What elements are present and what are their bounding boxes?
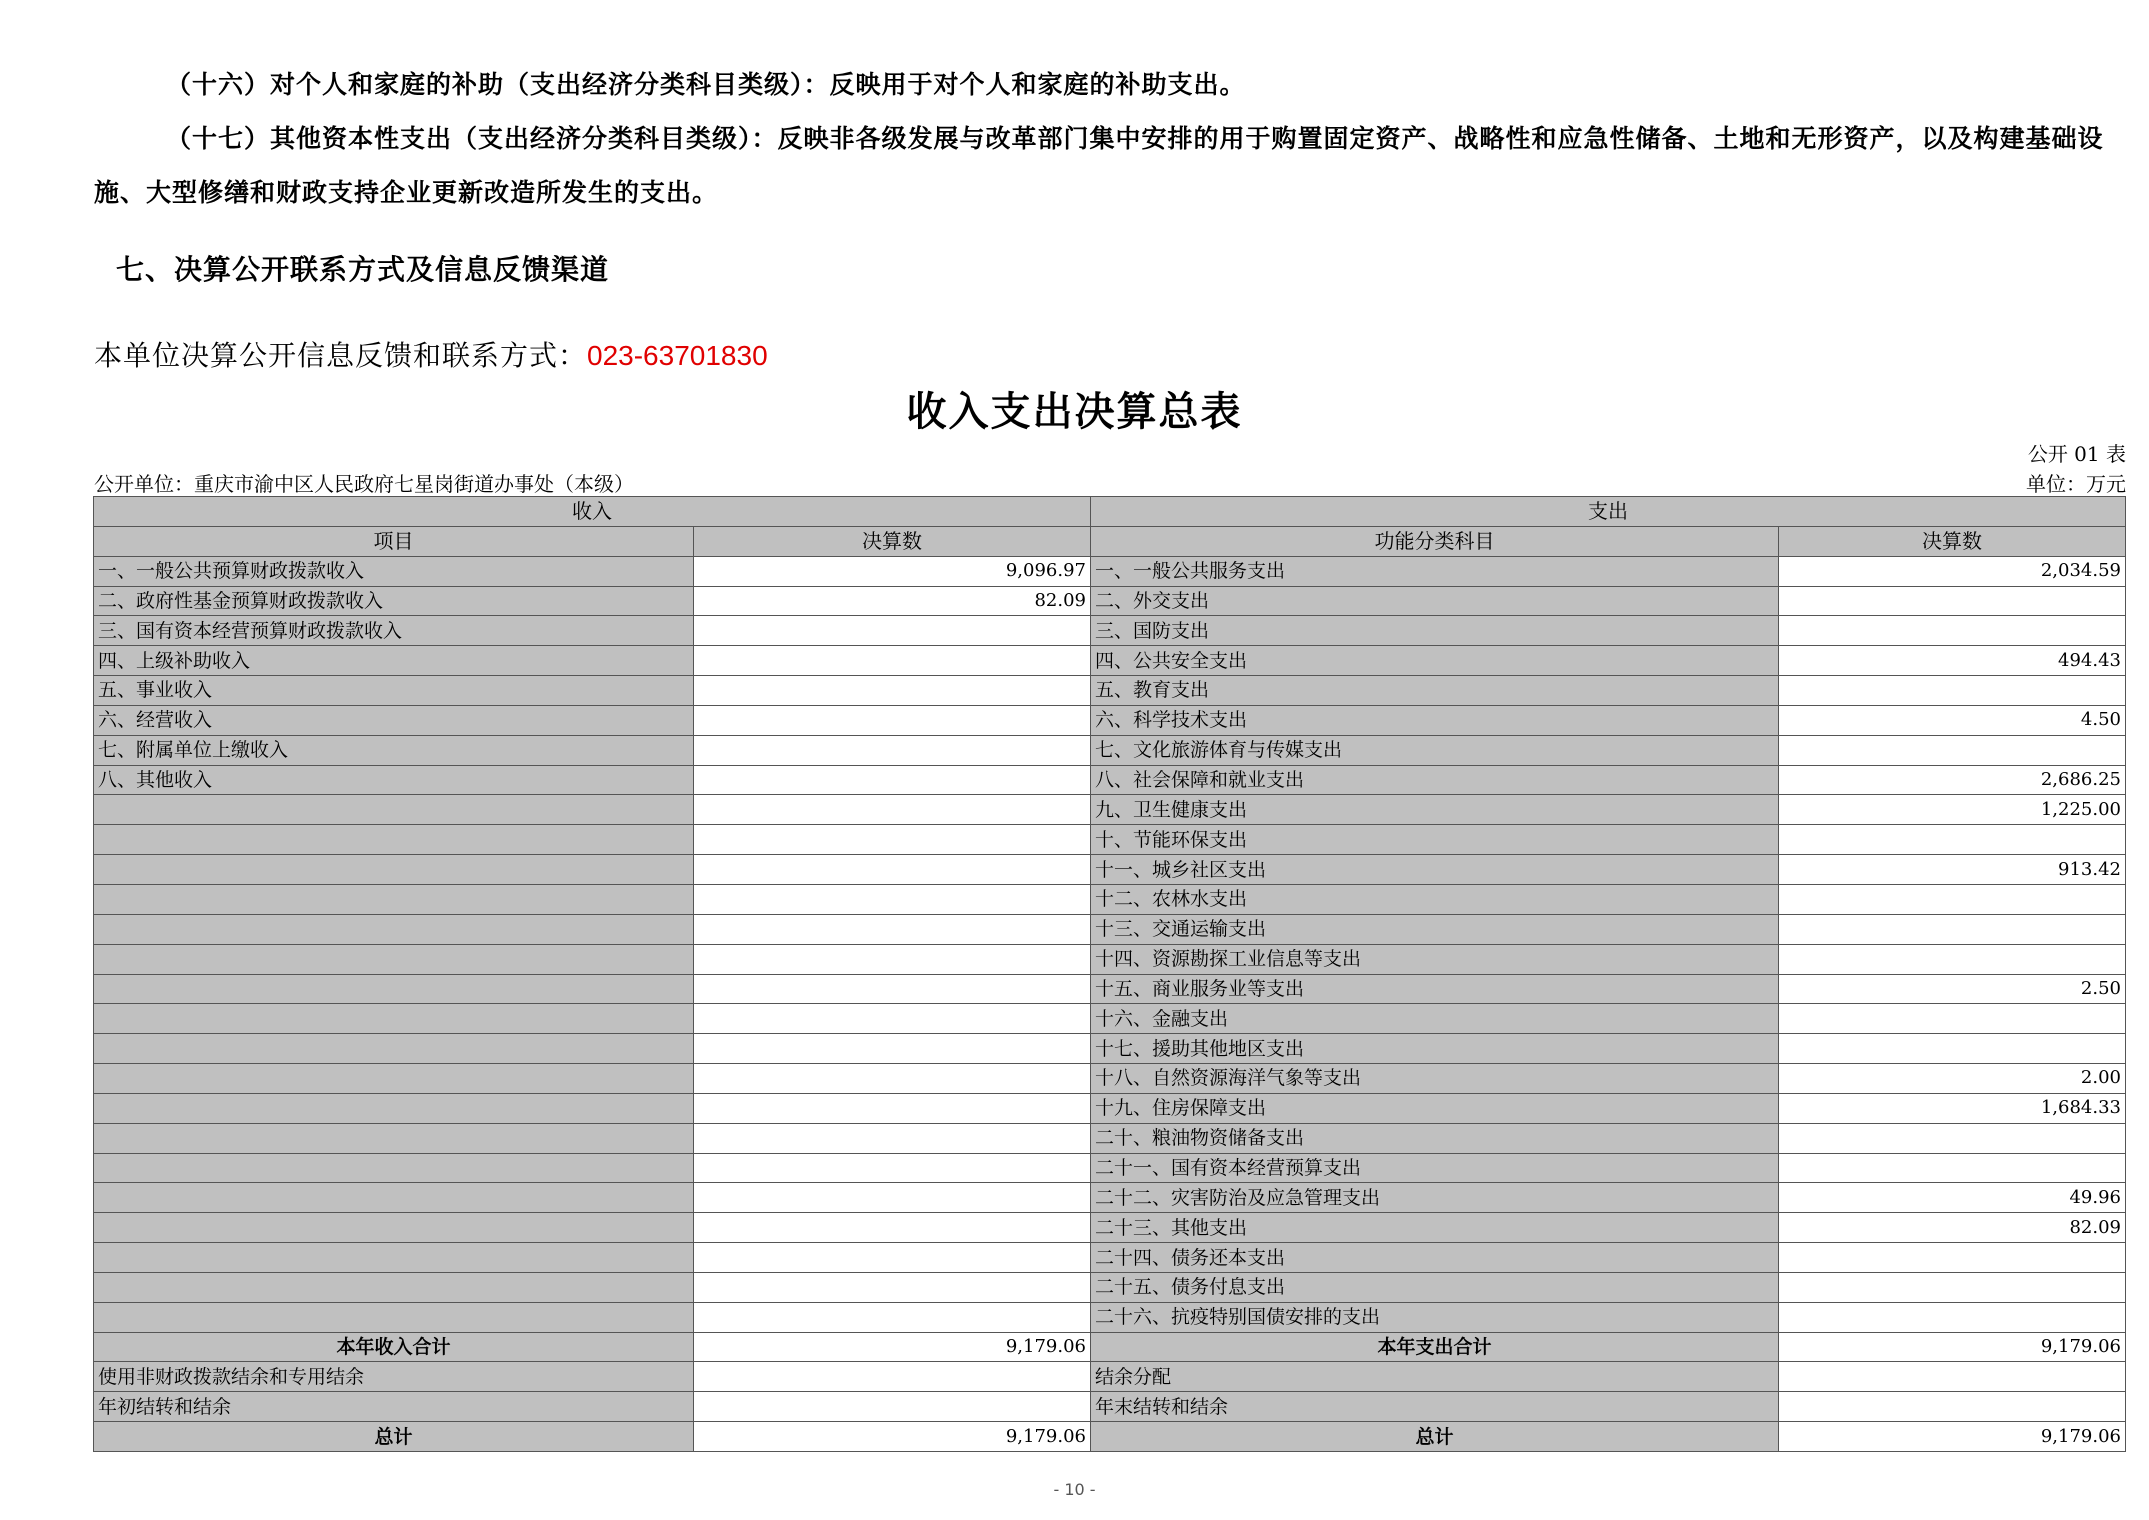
extra-expense-item: 结余分配	[1091, 1362, 1779, 1392]
income-value	[694, 1123, 1091, 1153]
income-item	[94, 1004, 694, 1034]
extra-expense-value	[1779, 1362, 2126, 1392]
income-value	[694, 795, 1091, 825]
header-expense-amount: 决算数	[1779, 526, 2126, 556]
income-value	[694, 1243, 1091, 1273]
table-row	[94, 1153, 2126, 1183]
expense-item: 十八、自然资源海洋气象等支出	[1091, 1064, 1779, 1094]
income-item: 七、附属单位上缴收入	[94, 735, 694, 765]
income-expense-table	[93, 496, 2126, 1452]
income-value	[694, 616, 1091, 646]
extra-expense-item: 年末结转和结余	[1091, 1392, 1779, 1422]
income-total-label: 总计	[94, 1422, 694, 1452]
expense-value	[1779, 1272, 2126, 1302]
income-subtotal-label: 本年收入合计	[94, 1332, 694, 1362]
extra-income-value	[694, 1392, 1091, 1422]
income-item: 五、事业收入	[94, 676, 694, 706]
table-row	[94, 556, 2126, 586]
expense-value: 2.00	[1779, 1064, 2126, 1094]
expense-value: 2,034.59	[1779, 556, 2126, 586]
income-item	[94, 1272, 694, 1302]
table-row	[94, 825, 2126, 855]
table-header-row-1	[94, 497, 2126, 527]
table-row	[94, 1004, 2126, 1034]
income-value	[694, 765, 1091, 795]
income-value: 82.09	[694, 586, 1091, 616]
income-value	[694, 1004, 1091, 1034]
income-value	[694, 676, 1091, 706]
expense-value	[1779, 1034, 2126, 1064]
expense-item: 十三、交通运输支出	[1091, 914, 1779, 944]
expense-item: 二十一、国有资本经营预算支出	[1091, 1153, 1779, 1183]
income-item	[94, 795, 694, 825]
expense-item: 九、卫生健康支出	[1091, 795, 1779, 825]
table-row	[94, 705, 2126, 735]
income-item	[94, 884, 694, 914]
currency-unit: 单位：万元	[2026, 472, 2126, 496]
expense-value: 1,225.00	[1779, 795, 2126, 825]
extra-row-2	[94, 1392, 2126, 1422]
income-value: 9,096.97	[694, 556, 1091, 586]
expense-value	[1779, 1123, 2126, 1153]
income-value	[694, 646, 1091, 676]
table-row	[94, 676, 2126, 706]
table-row	[94, 1213, 2126, 1243]
expense-item: 一、一般公共服务支出	[1091, 556, 1779, 586]
expense-item: 二、外交支出	[1091, 586, 1779, 616]
header-item: 项目	[94, 526, 694, 556]
expense-value	[1779, 616, 2126, 646]
income-item	[94, 1302, 694, 1332]
expense-item: 二十四、债务还本支出	[1091, 1243, 1779, 1273]
extra-income-item: 使用非财政拨款结余和专用结余	[94, 1362, 694, 1392]
expense-item: 十九、住房保障支出	[1091, 1093, 1779, 1123]
expense-total-label: 总计	[1091, 1422, 1779, 1452]
expense-item: 七、文化旅游体育与传媒支出	[1091, 735, 1779, 765]
header-income: 收入	[94, 497, 1091, 527]
income-value	[694, 1213, 1091, 1243]
table-row	[94, 855, 2126, 885]
contact-line	[94, 334, 768, 374]
expense-item: 二十、粮油物资储备支出	[1091, 1123, 1779, 1153]
expense-value	[1779, 884, 2126, 914]
expense-subtotal-value: 9,179.06	[1779, 1332, 2126, 1362]
income-value	[694, 1183, 1091, 1213]
income-item: 三、国有资本经营预算财政拨款收入	[94, 616, 694, 646]
table-title: 收入支出决算总表	[906, 389, 1243, 435]
income-value	[694, 855, 1091, 885]
header-expense: 支出	[1091, 497, 2126, 527]
expense-item: 八、社会保障和就业支出	[1091, 765, 1779, 795]
expense-value: 49.96	[1779, 1183, 2126, 1213]
income-subtotal-value: 9,179.06	[694, 1332, 1091, 1362]
income-value	[694, 914, 1091, 944]
expense-item: 十一、城乡社区支出	[1091, 855, 1779, 885]
table-row	[94, 646, 2126, 676]
income-item	[94, 1034, 694, 1064]
extra-income-value	[694, 1362, 1091, 1392]
extra-row-1	[94, 1362, 2126, 1392]
income-item: 四、上级补助收入	[94, 646, 694, 676]
table-row	[94, 974, 2126, 1004]
expense-item: 二十六、抗疫特别国债安排的支出	[1091, 1302, 1779, 1332]
table-row	[94, 1183, 2126, 1213]
expense-value	[1779, 676, 2126, 706]
income-item	[94, 1123, 694, 1153]
expense-item: 十五、商业服务业等支出	[1091, 974, 1779, 1004]
expense-item: 三、国防支出	[1091, 616, 1779, 646]
paragraph-17: （十七）其他资本性支出（支出经济分类科目类级）：反映非各级发展与改革部门集中安排的用于购置固定资产、战略性和应急性储备、土地和无形资产，以及构建基础设施、大型修缮和财政支持企业更新改造所发生的支出。	[94, 124, 2104, 207]
income-item: 一、一般公共预算财政拨款收入	[94, 556, 694, 586]
expense-item: 十四、资源勘探工业信息等支出	[1091, 944, 1779, 974]
income-total-value: 9,179.06	[694, 1422, 1091, 1452]
table-row	[94, 1243, 2126, 1273]
table-row	[94, 795, 2126, 825]
contact-phone: 023-63701830	[587, 340, 768, 371]
table-row	[94, 884, 2126, 914]
expense-item: 十七、援助其他地区支出	[1091, 1034, 1779, 1064]
table-row	[94, 586, 2126, 616]
expense-value: 494.43	[1779, 646, 2126, 676]
income-item: 八、其他收入	[94, 765, 694, 795]
income-value	[694, 735, 1091, 765]
expense-total-value: 9,179.06	[1779, 1422, 2126, 1452]
reporting-unit: 公开单位：重庆市渝中区人民政府七星岗街道办事处（本级）	[94, 472, 634, 496]
income-item: 六、经营收入	[94, 705, 694, 735]
expense-item: 二十三、其他支出	[1091, 1213, 1779, 1243]
income-value	[694, 1093, 1091, 1123]
expense-item: 五、教育支出	[1091, 676, 1779, 706]
expense-value: 2,686.25	[1779, 765, 2126, 795]
extra-income-item: 年初结转和结余	[94, 1392, 694, 1422]
table-row	[94, 765, 2126, 795]
paragraph-16: （十六）对个人和家庭的补助（支出经济分类科目类级）：反映用于对个人和家庭的补助支出。	[166, 70, 1246, 99]
expense-item: 十、节能环保支出	[1091, 825, 1779, 855]
expense-subtotal-label: 本年支出合计	[1091, 1332, 1779, 1362]
income-value	[694, 825, 1091, 855]
expense-value	[1779, 825, 2126, 855]
expense-value	[1779, 944, 2126, 974]
income-item	[94, 1153, 694, 1183]
income-value	[694, 1034, 1091, 1064]
expense-item: 十二、农林水支出	[1091, 884, 1779, 914]
income-item	[94, 974, 694, 1004]
table-row	[94, 1302, 2126, 1332]
expense-value	[1779, 1243, 2126, 1273]
expense-value: 913.42	[1779, 855, 2126, 885]
table-row	[94, 1034, 2126, 1064]
table-number: 公开 01 表	[2027, 442, 2126, 466]
income-value	[694, 944, 1091, 974]
table-row	[94, 1272, 2126, 1302]
table-row	[94, 1093, 2126, 1123]
table-row	[94, 914, 2126, 944]
header-income-amount: 决算数	[694, 526, 1091, 556]
table-row	[94, 944, 2126, 974]
contact-label: 本单位决算公开信息反馈和联系方式：	[94, 339, 588, 372]
expense-value: 82.09	[1779, 1213, 2126, 1243]
table-row	[94, 616, 2126, 646]
expense-value: 4.50	[1779, 705, 2126, 735]
table-row	[94, 735, 2126, 765]
income-item	[94, 855, 694, 885]
expense-item: 六、科学技术支出	[1091, 705, 1779, 735]
income-item: 二、政府性基金预算财政拨款收入	[94, 586, 694, 616]
income-value	[694, 1064, 1091, 1094]
expense-value: 1,684.33	[1779, 1093, 2126, 1123]
total-row	[94, 1422, 2126, 1452]
expense-value	[1779, 914, 2126, 944]
expense-item: 四、公共安全支出	[1091, 646, 1779, 676]
expense-value	[1779, 1302, 2126, 1332]
table-header-row-2	[94, 526, 2126, 556]
expense-value	[1779, 1004, 2126, 1034]
expense-value	[1779, 1153, 2126, 1183]
table-body	[94, 556, 2126, 1332]
expense-item: 十六、金融支出	[1091, 1004, 1779, 1034]
income-item	[94, 1243, 694, 1273]
expense-value: 2.50	[1779, 974, 2126, 1004]
income-item	[94, 825, 694, 855]
page-number: - 10 -	[1053, 1480, 1096, 1499]
table-row	[94, 1123, 2126, 1153]
expense-item: 二十二、灾害防治及应急管理支出	[1091, 1183, 1779, 1213]
income-value	[694, 1302, 1091, 1332]
income-value	[694, 884, 1091, 914]
income-value	[694, 974, 1091, 1004]
section-heading: 七、决算公开联系方式及信息反馈渠道	[116, 253, 610, 286]
income-item	[94, 1093, 694, 1123]
income-item	[94, 944, 694, 974]
income-item	[94, 1183, 694, 1213]
expense-value	[1779, 586, 2126, 616]
expense-value	[1779, 735, 2126, 765]
expense-item: 二十五、债务付息支出	[1091, 1272, 1779, 1302]
income-value	[694, 1153, 1091, 1183]
header-function-category: 功能分类科目	[1091, 526, 1779, 556]
extra-expense-value	[1779, 1392, 2126, 1422]
subtotal-row	[94, 1332, 2126, 1362]
income-value	[694, 705, 1091, 735]
income-item	[94, 1213, 694, 1243]
income-item	[94, 1064, 694, 1094]
table-row	[94, 1064, 2126, 1094]
income-item	[94, 914, 694, 944]
income-value	[694, 1272, 1091, 1302]
